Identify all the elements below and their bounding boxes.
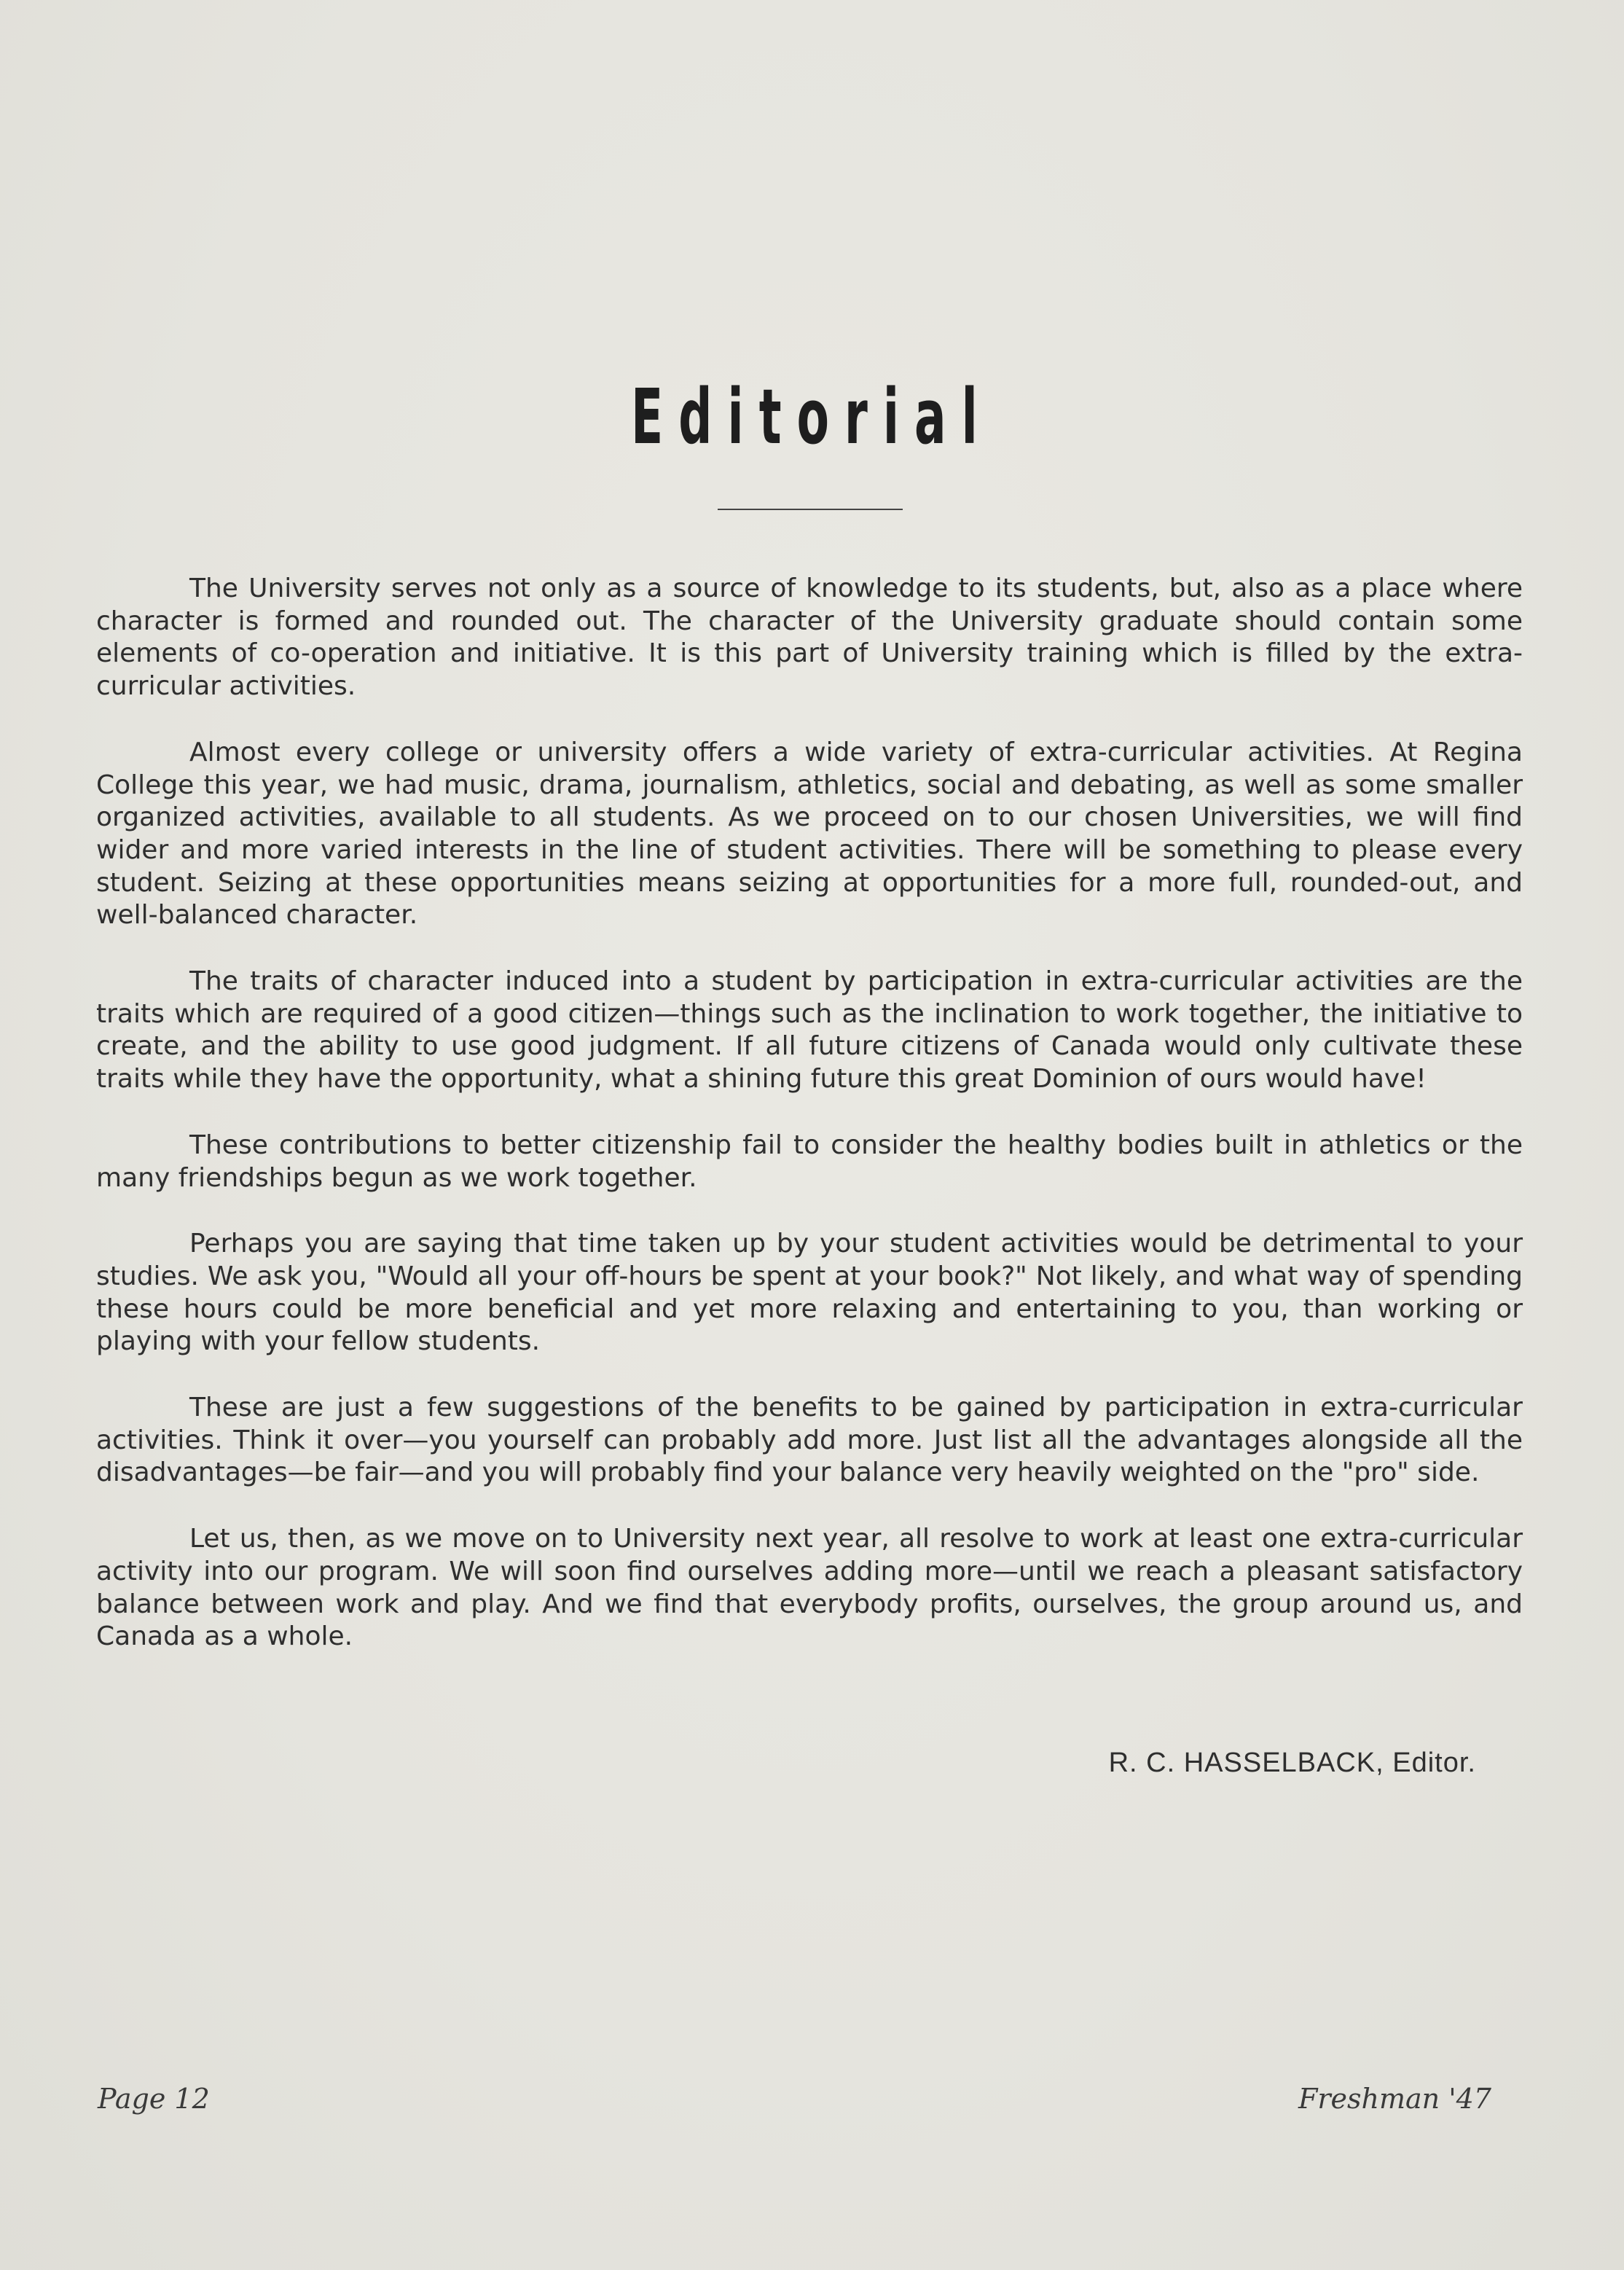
paragraph-7: Let us, then, as we move on to University next year, all resolve to work at least one extra-curricular activity into our program. We will soon find ourselves adding more—until we reach a pleasant satisfactory balance between work and play. And we find that everybody profits, ourselves, the group around us, and Canada as a whole. bbox=[96, 1524, 1523, 1652]
page-title: Editorial bbox=[631, 372, 993, 461]
paragraph-4: These contributions to better citizenship fail to consider the healthy bodies built in athletics or the many friendships begun as we work together. bbox=[96, 1130, 1523, 1193]
title-divider bbox=[718, 509, 903, 510]
paragraph-6: These are just a few suggestions of the benefits to be gained by participation in extra-curricular activities. Think it over—you yourself can probably add more. Just list all the advantages alongside all the disadvantages—be fair—and you will probably find your balance very heavily weighted on the "pro" side. bbox=[96, 1393, 1523, 1488]
paragraph-5: Perhaps you are saying that time taken up by your student activities would be detrimental to your studies. We ask you, "Would all your off-hours be spent at your book?" Not likely, and what way of spending these hours could be more beneficial and yet more relaxing and entertaining to you, than working or playing with your fellow students. bbox=[96, 1229, 1523, 1357]
paragraph-2: Almost every college or university offers a wide variety of extra-curricular activities. At Regina College this year, we had music, drama, journalism, athletics, social and debating, as well as some smaller organized activities, available to all students. As we proceed on to our chosen Universities, we will find wider and more varied interests in the line of student activities. There will be something to please every student. Seizing at these opportunities means seizing at opportunities for a more full, rounded-out, and well-balanced character. bbox=[96, 737, 1523, 931]
page-number: Page 12 bbox=[98, 2083, 210, 2115]
paragraph-3: The traits of character induced into a student by participation in extra-curricular activities are the traits which are required of a good citizen—things such as the inclination to work together, the initiative to create, and the ability to use good judgment. If all future citizens of Canada would only cultivate these traits while they have the opportunity, what a shining future this great Dominion of ours would have! bbox=[96, 966, 1523, 1095]
paragraph-1: The University serves not only as a source of knowledge to its students, but, also as a place where character is formed and rounded out. The character of the University graduate should contain some elements of co-operation and initiative. It is this part of University training which is filled by the extra-curricular activities. bbox=[96, 574, 1523, 702]
editorial-body bbox=[96, 573, 1523, 1687]
publication-name: Freshman '47 bbox=[1298, 2083, 1491, 2115]
editor-signature: R. C. HASSELBACK, Editor. bbox=[1108, 1747, 1476, 1778]
